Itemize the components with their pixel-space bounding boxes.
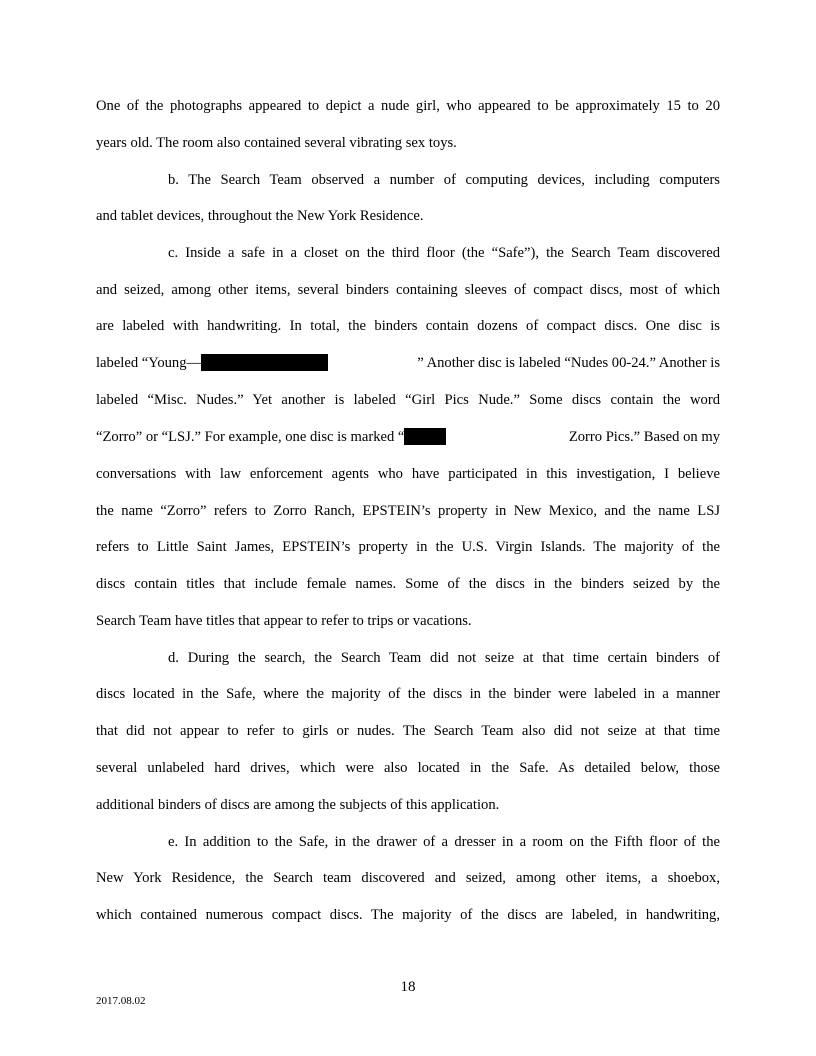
body-line: conversations with law enforcement agents who have participated in this investigation, I believe bbox=[96, 466, 720, 482]
body-line: the name “Zorro” refers to Zorro Ranch, EPSTEIN’s property in New Mexico, and the name LSJ bbox=[96, 503, 720, 519]
body-line: discs contain titles that include female names. Some of the discs in the binders seized by the bbox=[96, 576, 720, 592]
redaction-box bbox=[404, 428, 446, 445]
body-line: labeled “Misc. Nudes.” Yet another is labeled “Girl Pics Nude.” Some discs contain the word bbox=[96, 392, 720, 408]
body-line-with-redaction bbox=[96, 353, 720, 373]
body-line: New York Residence, the Search team discovered and seized, among other items, a shoebox, bbox=[96, 870, 720, 886]
page-number: 18 bbox=[400, 979, 416, 995]
body-line: refers to Little Saint James, EPSTEIN’s property in the U.S. Virgin Islands. The majority of the bbox=[96, 539, 720, 555]
body-line: additional binders of discs are among the subjects of this application. bbox=[96, 797, 500, 813]
body-line-with-redaction bbox=[96, 427, 720, 447]
text-after-redaction: Zorro Pics.” Based on my bbox=[568, 429, 720, 445]
text-after-redaction: ” Another disc is labeled “Nudes 00-24.” Another is bbox=[417, 355, 720, 371]
body-line: several unlabeled hard drives, which were also located in the Safe. As detailed below, those bbox=[96, 760, 720, 776]
body-line: One of the photographs appeared to depict a nude girl, who appeared to be approximately 15 to 20 bbox=[96, 98, 720, 114]
body-line: and seized, among other items, several binders containing sleeves of compact discs, most of which bbox=[96, 282, 720, 298]
text-before-redaction: labeled “Young— bbox=[96, 355, 202, 371]
text-before-redaction: “Zorro” or “LSJ.” For example, one disc is marked “ bbox=[96, 429, 405, 445]
paragraph-c-line: c. Inside a safe in a closet on the third floor (the “Safe”), the Search Team discovered bbox=[168, 245, 720, 261]
redaction-box bbox=[201, 354, 328, 371]
body-line: and tablet devices, throughout the New York Residence. bbox=[96, 208, 424, 224]
footer-date: 2017.08.02 bbox=[96, 995, 146, 1007]
body-line: years old. The room also contained several vibrating sex toys. bbox=[96, 135, 457, 151]
body-line: which contained numerous compact discs. The majority of the discs are labeled, in handwriting, bbox=[96, 907, 720, 923]
body-line: Search Team have titles that appear to refer to trips or vacations. bbox=[96, 613, 472, 629]
body-line: that did not appear to refer to girls or nudes. The Search Team also did not seize at that time bbox=[96, 723, 720, 739]
paragraph-b-line: b. The Search Team observed a number of computing devices, including computers bbox=[168, 172, 720, 188]
body-line: are labeled with handwriting. In total, the binders contain dozens of compact discs. One disc is bbox=[96, 318, 720, 334]
paragraph-d-line: d. During the search, the Search Team did not seize at that time certain binders of bbox=[168, 650, 720, 666]
body-line: discs located in the Safe, where the majority of the discs in the binder were labeled in a manner bbox=[96, 686, 720, 702]
paragraph-e-line: e. In addition to the Safe, in the drawer of a dresser in a room on the Fifth floor of the bbox=[168, 834, 720, 850]
